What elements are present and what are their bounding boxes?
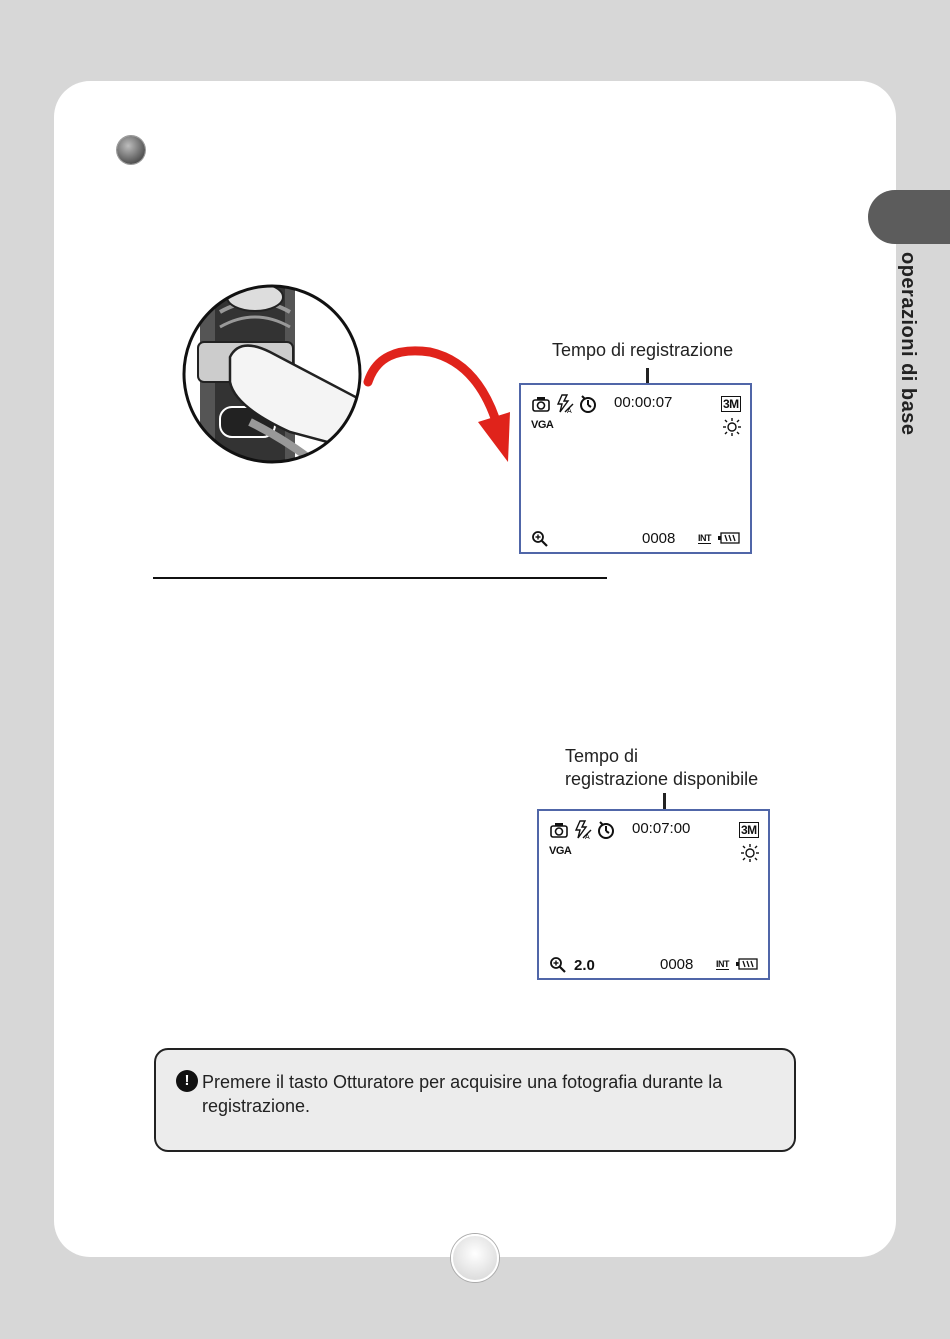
- svg-text:A: A: [567, 408, 572, 414]
- shot-counter: 0008: [660, 956, 694, 973]
- sun-icon: [722, 417, 742, 437]
- shot-counter: 0008: [642, 530, 676, 547]
- note-box: [154, 1048, 796, 1152]
- available-time-caption-line2: registrazione disponibile: [565, 769, 759, 789]
- memory-label: INT: [698, 533, 711, 543]
- flash-off-icon: [555, 394, 575, 414]
- zoom-icon: [531, 530, 549, 548]
- recording-time-caption: Tempo di registrazione: [552, 340, 734, 360]
- camera-icon: [549, 821, 569, 839]
- lcd-screen-recording: [519, 383, 752, 554]
- section-bullet-icon: [117, 136, 145, 164]
- available-time-caption-line1: Tempo di: [565, 746, 639, 766]
- lcd-screen-available: [537, 809, 770, 980]
- battery-icon: [736, 957, 758, 971]
- flash-off-icon: [573, 820, 593, 840]
- red-arrow-icon: [360, 340, 520, 470]
- note-text: Premere il tasto Otturatore per acquisire una fotografia durante la registrazione.: [202, 1072, 723, 1116]
- self-timer-icon: [596, 820, 616, 840]
- shutter-press-illustration: [180, 282, 365, 467]
- side-tab: [868, 190, 950, 244]
- side-tab-label: operazioni di base: [897, 252, 919, 436]
- page-number-circle: [451, 1234, 499, 1282]
- zoom-icon: [549, 956, 567, 974]
- recording-time: 00:00:07: [614, 394, 673, 411]
- size-badge: 3M: [723, 397, 739, 411]
- resolution-label: VGA: [549, 845, 572, 857]
- available-time: 00:07:00: [632, 820, 691, 837]
- section-divider: [153, 577, 607, 579]
- camera-icon: [531, 395, 551, 413]
- self-timer-icon: [578, 394, 598, 414]
- battery-icon: [718, 531, 740, 545]
- warning-icon: !: [176, 1070, 198, 1092]
- memory-label: INT: [716, 959, 729, 969]
- zoom-level: 2.0: [574, 957, 595, 974]
- resolution-label: VGA: [531, 419, 554, 431]
- size-badge: 3M: [741, 823, 757, 837]
- sun-icon: [740, 843, 760, 863]
- svg-text:A: A: [585, 834, 590, 840]
